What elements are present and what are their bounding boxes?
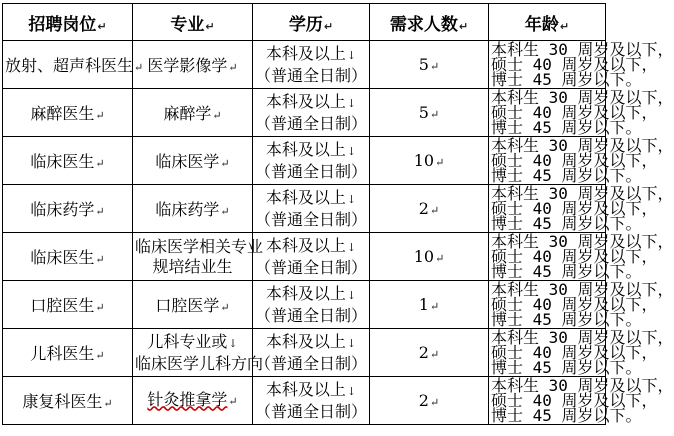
position-cell: 临床医生↵: [3, 137, 133, 185]
major-cell: 儿科专业或↓ 临床医学儿科方向: [133, 329, 253, 377]
age-cell: 本科生 30 周岁及以下， 硕士 40 周岁及以下， 博士 45 周岁以下。: [489, 185, 606, 233]
header-major: 专业↵: [133, 4, 253, 41]
count-cell: 2↵: [370, 185, 489, 233]
table-body: [3, 40, 674, 425]
table-row: [3, 329, 606, 377]
position-cell: 儿科医生↵: [3, 329, 133, 377]
table-row: [3, 377, 606, 425]
age-cell: 本科生 30 周岁及以下， 硕士 40 周岁及以下， 博士 45 周岁以下。: [489, 41, 606, 89]
education-cell: 本科及以上↓ （普通全日制）: [253, 41, 370, 89]
count-cell: 2↵: [370, 329, 489, 377]
recruitment-table: [2, 3, 674, 425]
table-row: [3, 89, 606, 137]
position-cell: 康复科医生↵: [3, 377, 133, 425]
position-cell: 临床药学↵: [3, 185, 133, 233]
position-cell: 放射、超声科医生↵: [3, 41, 133, 89]
position-cell: 临床医生↵: [3, 233, 133, 281]
table-row: [3, 41, 606, 89]
count-cell: 1↵: [370, 281, 489, 329]
header-row: [3, 4, 606, 41]
education-cell: 本科及以上↓ （普通全日制）: [253, 233, 370, 281]
header-count: 需求人数↵: [370, 4, 489, 41]
education-cell: 本科及以上↓ （普通全日制）: [253, 185, 370, 233]
education-cell: 本科及以上↓ （普通全日制）: [253, 377, 370, 425]
education-cell: 本科及以上↓ （普通全日制）: [253, 281, 370, 329]
age-cell: 本科生 30 周岁及以下， 硕士 40 周岁及以下， 博士 45 周岁以下。: [489, 377, 606, 425]
table-row: [3, 185, 606, 233]
header-age: 年龄↵: [489, 4, 606, 41]
major-cell: 口腔医学↵: [133, 281, 253, 329]
major-cell: 麻醉学↵: [133, 89, 253, 137]
age-cell: 本科生 30 周岁及以下， 硕士 40 周岁及以下， 博士 45 周岁以下。: [489, 137, 606, 185]
education-cell: 本科及以上↓ （普通全日制）: [253, 329, 370, 377]
major-cell: 临床药学↵: [133, 185, 253, 233]
major-cell: 医学影像学↵: [133, 41, 253, 89]
age-cell: 本科生 30 周岁及以下， 硕士 40 周岁及以下， 博士 45 周岁以下。: [489, 233, 606, 281]
header-position: 招聘岗位↵: [3, 4, 133, 41]
count-cell: 5↵: [370, 89, 489, 137]
count-cell: 10↵: [370, 233, 489, 281]
count-cell: 2↵: [370, 377, 489, 425]
position-cell: 口腔医生↵: [3, 281, 133, 329]
age-cell: 本科生 30 周岁及以下， 硕士 40 周岁及以下， 博士 45 周岁以下。: [489, 281, 606, 329]
count-cell: 5↵: [370, 41, 489, 89]
major-cell: 临床医学相关专业 规培结业生: [133, 233, 253, 281]
position-cell: 麻醉医生↵: [3, 89, 133, 137]
age-cell: 本科生 30 周岁及以下， 硕士 40 周岁及以下， 博士 45 周岁以下。: [489, 329, 606, 377]
major-cell: 临床医学↵: [133, 137, 253, 185]
table-row: [3, 281, 606, 329]
education-cell: 本科及以上↓ （普通全日制）: [253, 137, 370, 185]
table-row: [3, 137, 606, 185]
education-cell: 本科及以上↓ （普通全日制）: [253, 89, 370, 137]
major-cell: 针灸推拿学↵: [133, 377, 253, 425]
age-cell: 本科生 30 周岁及以下， 硕士 40 周岁及以下， 博士 45 周岁以下。: [489, 89, 606, 137]
table-row: [3, 233, 606, 281]
count-cell: 10↵: [370, 137, 489, 185]
header-education: 学历↵: [253, 4, 370, 41]
